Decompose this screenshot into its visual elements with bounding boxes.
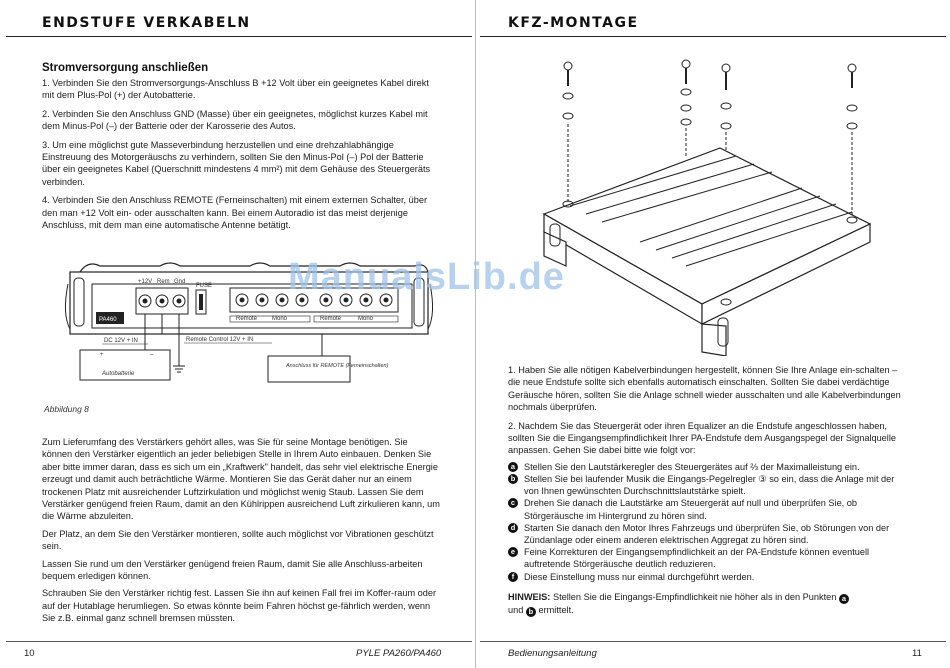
- terminal-label-12v: +12V: [138, 279, 153, 285]
- channel-label-4: Mono: [358, 316, 374, 322]
- remote-control-label: Remote Control 12V + IN: [186, 337, 254, 343]
- channel-label-1: Remote: [236, 316, 258, 322]
- screw-assembly-2: [681, 60, 691, 156]
- hinweis-marker-b: b: [526, 607, 536, 617]
- right-page-header: KFZ-MONTAGE: [508, 15, 639, 31]
- step-3: 3. Um eine möglichst gute Masseverbindung herzustellen und eine drehzahlabhängige Einstreuung des Motorgeräuschs zu verhindern, sollten Sie den Minus-Pol (–) Pol der Batterie über ein geeignetes Kabel (Querschnitt mindestens 4 mm²) mit dem Gehäuse des Steuergeräts verbinden.: [42, 139, 431, 187]
- hinweis-marker-a: a: [839, 594, 849, 604]
- right-header-rule: [480, 36, 946, 37]
- screw-assembly-1: [563, 62, 573, 204]
- model-badge-text: PA460: [99, 317, 117, 323]
- adjustment-step: e Feine Korrekturen der Eingangsempfindlichkeit an der PA-Endstufe können eventuell auftretende Störgeräusche deutlich reduzieren.: [508, 546, 908, 570]
- remote-box-label: Anschluss für REMOTE (Ferneinschalten): [286, 363, 389, 369]
- terminal-label-gnd: Gnd: [174, 279, 186, 285]
- step-2: 2. Verbinden Sie den Anschluss GND (Masse) über ein geeignetes, möglichst kurzes Kabel mit dem Minus-Pol (–) der Batterie oder der Karosserie des Autos.: [42, 108, 428, 132]
- step-4: 4. Verbinden Sie den Anschluss REMOTE (Ferneinschalten) mit einem externen Schalter, über den man +12 Volt ein- oder ausschalten kann. Bei einem Autoradio ist das meist derjenige Anschluss, mit dem man eine automatische Antenne betätigt.: [42, 195, 428, 231]
- step-marker-f: f: [508, 572, 518, 582]
- screw-assembly-4: [847, 64, 857, 220]
- right-text-block: [508, 364, 908, 617]
- adjustment-step: d Starten Sie danach den Motor Ihres Fahrzeugs und überprüfen Sie, ob Störungen von der Zündanlage oder einem anderen elektrischen Aggregat zu hören sind.: [508, 522, 908, 546]
- page-fold-divider: [475, 0, 476, 668]
- hinweis-label: HINWEIS:: [508, 591, 551, 602]
- adjustment-step: b Stellen Sie bei laufender Musik die Eingangs-Pegelregler ③ so ein, dass die Anlage mit der von Ihnen gewünschten Durchschnittslautstärke spielt.: [508, 473, 908, 497]
- step-marker-d: d: [508, 523, 518, 533]
- adjustment-step: f Diese Einstellung muss nur einmal durchgeführt werden.: [508, 571, 908, 583]
- step-marker-c: c: [508, 498, 518, 508]
- terminal-label-rem: Rem: [157, 279, 170, 285]
- adjustment-steps: [508, 461, 908, 583]
- mounting-paragraphs: [42, 436, 440, 625]
- battery-label: Autobatterie: [102, 371, 135, 377]
- adjustment-step: c Drehen Sie danach die Lautstärke am Steuergerät auf null und überprüfen Sie, ob Störgeräusche im Hintergrund zu hören sind.: [508, 497, 908, 521]
- left-page-number: 10: [24, 648, 35, 659]
- svg-text:+: +: [100, 352, 104, 358]
- watermark: ManualsLib.de: [288, 256, 565, 298]
- amplifier-heatsink: [544, 148, 870, 356]
- left-header-rule: [6, 36, 472, 37]
- channel-label-2: Mono: [272, 316, 288, 322]
- right-paragraph-2: 2. Nachdem Sie das Steuergerät oder ihren Equalizer an die Endstufe angeschlossen haben, sollten Sie die Eingangsempfindlichkeit Ihrer PA-Endstufe dem Ausgangspegel der Signalquelle anpassen. Gehen Sie dabei bitte wie folgt vor:: [508, 420, 896, 456]
- right-paragraph-1: 1. Haben Sie alle nötigen Kabelverbindungen hergestellt, können Sie Ihre Anlage ein-schalten – die neue Endstufe sollte sich ebenfalls automatisch einschalten. Sollten Sie dabei verdächtige Geräusche hören, sollten Sie die Anlage schnell wieder ausschalten und alle Kabelverbindungen nochmals überprüfen.: [508, 365, 901, 413]
- mounting-diagram: [530, 56, 880, 356]
- channel-label-3: Remote: [320, 316, 342, 322]
- adjustment-step: a Stellen Sie den Lautstärkeregler des Steuergerätes auf ⅔ der Maximalleistung ein.: [508, 461, 908, 473]
- paragraph-4: Schrauben Sie den Verstärker richtig fest. Lassen Sie ihn auf keinen Fall frei im Koffer-raum oder auf der Hutablage herumliegen. So etwas könnte beim Fahren höchst ge-fährlich werden, wenn Sie z.B. einmal ganz schnell bremsen müssten.: [42, 588, 437, 624]
- step-marker-a: a: [508, 462, 518, 472]
- remote-box: [268, 356, 350, 382]
- section-title: Stromversorgung anschließen: [42, 62, 209, 74]
- footer-label: Bedienungsanleitung: [508, 648, 597, 659]
- right-page-number: 11: [912, 648, 922, 659]
- step-marker-e: e: [508, 547, 518, 557]
- paragraph-1: Zum Lieferumfang des Verstärkers gehört alles, was Sie für seine Montage benötigen. Sie können den Verstärker eigentlich an jeder beliebigen Stelle in Ihrem Auto einbauen. Denken Sie aber bitte immer daran, dass es sich um ein „Kraftwerk" handelt, das sehr viel elektrische Energie erzeugt und damit auch beträchtliche Wärme. Montieren Sie das Gerät daher nur an einem trockenen Platz mit ausreichender Luftzirkulation und möglichst wenig Staub. Lassen Sie dem Verstärker genügend freien Raum, damit an den Kühlrippen ausreichend Luft zirkulieren kann, um die Wärme abzuleiten.: [42, 437, 440, 522]
- hinweis-note: HINWEIS: Stellen Sie die Eingangs-Empfindlichkeit nie höher als in den Punkten a und b ermittelt.: [508, 591, 908, 617]
- power-steps: [42, 77, 442, 231]
- footer-model: PYLE PA260/PA460: [356, 648, 442, 659]
- left-footer-rule: [6, 641, 472, 642]
- dc-label: DC 12V + IN: [104, 338, 138, 344]
- paragraph-3: Lassen Sie rund um den Verstärker genügend freien Raum, damit Sie alle Anschluss-arbeiten bequem erledigen können.: [42, 558, 423, 582]
- step-marker-b: b: [508, 474, 518, 484]
- fuse-label: FUSE: [196, 283, 213, 289]
- paragraph-2: Der Platz, an dem Sie den Verstärker montieren, sollte auch möglichst vor Vibrationen geschützt sein.: [42, 528, 434, 552]
- figure-caption: Abbildung 8: [44, 404, 89, 414]
- left-page-header: ENDSTUFE VERKABELN: [42, 15, 251, 31]
- step-1: 1. Verbinden Sie den Stromversorgungs-Anschluss B +12 Volt über ein geeignetes Kabel direkt mit dem Plus-Pol (+) der Autobatterie.: [42, 78, 429, 101]
- right-footer-rule: [480, 641, 946, 642]
- svg-text:–: –: [150, 352, 154, 358]
